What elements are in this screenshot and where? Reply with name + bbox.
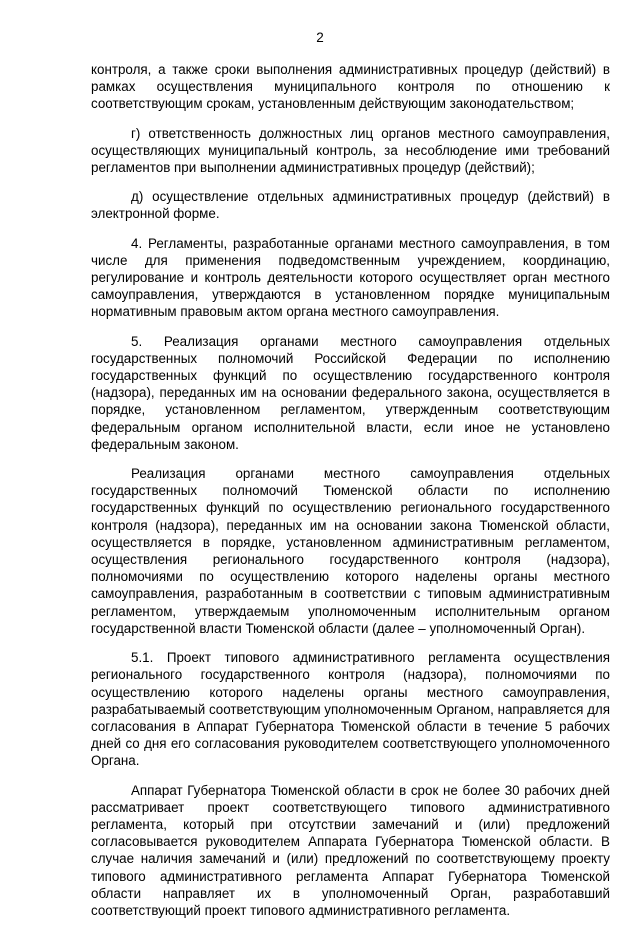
page-number: 2 — [316, 30, 324, 45]
paragraph-continuation: контроля, а также сроки выполнения административных процедур (действий) в рамках осуществления муниципального контроля по отношению к соответствующим срокам, установленным действующим законодательством; — [91, 62, 610, 112]
paragraph-clause-5-1: 5.1. Проект типового административного регламента осуществления регионального государственного контроля (надзора), полномочиями по осуществлению которого наделены органы местного самоуправления, разрабатываемый соответствующим уполномоченным Органом, направляется для согласования в Аппарат Губернатора Тюменской области в течение 5 рабочих дней со дня его согласования руководителем соответствующего уполномоченного Органа. — [91, 650, 610, 769]
paragraph-apparatus-review: Аппарат Губернатора Тюменской области в срок не более 30 рабочих дней рассматривает проект соответствующего типового административного регламента, который при отсутствии замечаний и (или) предложений согласовывается руководителем Аппарата Губернатора Тюменской области. В случае наличия замечаний и (или) предложений по соответствующему проекту типового административного регламента Аппарат Губернатора Тюменской области направляет их в уполномоченный Орган, разработавший соответствующий проект типового административного регламента. — [91, 782, 610, 918]
paragraph-regional-implementation: Реализация органами местного самоуправления отдельных государственных полномочий Тюменской области по исполнению государственных функций по осуществлению регионального государственного контроля (надзора), переданных им на основании закона Тюменской области, осуществляется в порядке, установленном административным регламентом, осуществления регионального государственного контроля (надзора), полномочиями по осуществлению которого наделены органы местного самоуправления, разработанным в соответствии с типовым административным регламентом, утверждаемым уполномоченным исполнительным органом государственной власти Тюменской области (далее – уполномоченный Орган). — [91, 466, 610, 636]
paragraph-clause-5: 5. Реализация органами местного самоуправления отдельных государственных полномочий Российской Федерации по исполнению государственных функций по осуществлению государственного контроля (надзора), переданных им на основании федерального закона, осуществляется в порядке, установленном регламентом, утвержденным соответствующим федеральным органом исполнительной власти, если иное не установлено федеральным законом. — [91, 333, 610, 452]
paragraph-item-d: д) осуществление отдельных административных процедур (действий) в электронной форме. — [91, 189, 610, 222]
paragraph-item-g: г) ответственность должностных лиц органов местного самоуправления, осуществляющих муниципальный контроль, за несоблюдение ими требований регламентов при выполнении административных процедур (действий); — [91, 125, 610, 176]
paragraph-clause-4: 4. Регламенты, разработанные органами местного самоуправления, в том числе для применения подведомственным учреждением, координацию, регулирование и контроль деятельности которого осуществляет орган местного самоуправления, утверждаются в установленном порядке муниципальным нормативным правовым актом органа местного самоуправления. — [91, 235, 610, 320]
document-body — [91, 61, 610, 931]
